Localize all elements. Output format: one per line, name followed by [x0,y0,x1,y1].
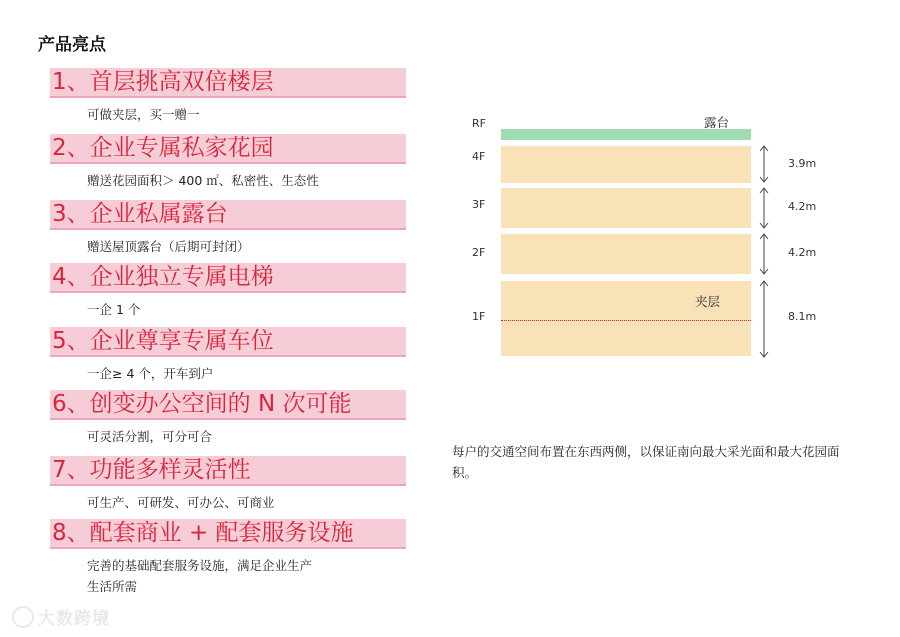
mezzanine-label: 夹层 [695,294,721,309]
height-3f: 4.2m [788,200,817,213]
feature-desc: 赠送花园面积＞ 400 ㎡、私密性、生态性 [87,173,319,188]
feature-desc: 可做夹层，买一赠一 [87,107,200,122]
feature-desc-line: 完善的基础配套服务设施，满足企业生产 [87,558,313,573]
feature-desc-line: 生活所需 [87,579,138,594]
height-1f: 8.1m [788,310,817,323]
feature-heading: 3、企业私属露台 [50,200,406,230]
circulation-note: 每户的交通空间布置在东西两侧，以保证南向最大采光面和最大花园面积。 [452,444,840,480]
watermark [12,604,110,629]
floor-label-2f: 2F [472,246,486,259]
height-4f: 3.9m [788,157,817,170]
feature-heading: 4、企业独立专属电梯 [50,263,406,293]
height-2f: 4.2m [788,246,817,259]
roof-terrace-label: 露台 [704,115,730,130]
feature-desc: 可灵活分割，可分可合 [87,429,213,444]
feature-desc: 可生产、可研发、可办公、可商业 [87,495,275,510]
feature-heading: 8、配套商业 + 配套服务设施 [50,519,406,549]
feature-desc: 赠送屋顶露台（后期可封闭） [87,239,250,254]
feature-heading: 1、首层挑高双倍楼层 [50,68,406,98]
watermark-logo-icon [12,606,34,628]
feature-heading: 2、企业专属私家花园 [50,134,406,164]
feature-heading: 7、功能多样灵活性 [50,456,406,486]
page-title: 产品亮点 [38,35,106,55]
feature-desc: 一企 1 个 [87,302,141,317]
feature-desc: 一企≥ 4 个，开车到户 [87,366,214,381]
floor-label-rf: RF [472,117,486,130]
floor-label-3f: 3F [472,198,486,211]
watermark-text: 大数跨境 [38,609,110,629]
floor-label-4f: 4F [472,150,486,163]
floor-label-1f: 1F [472,310,486,323]
feature-heading: 6、创变办公空间的 N 次可能 [50,390,406,420]
feature-heading: 5、企业尊享专属车位 [50,327,406,357]
